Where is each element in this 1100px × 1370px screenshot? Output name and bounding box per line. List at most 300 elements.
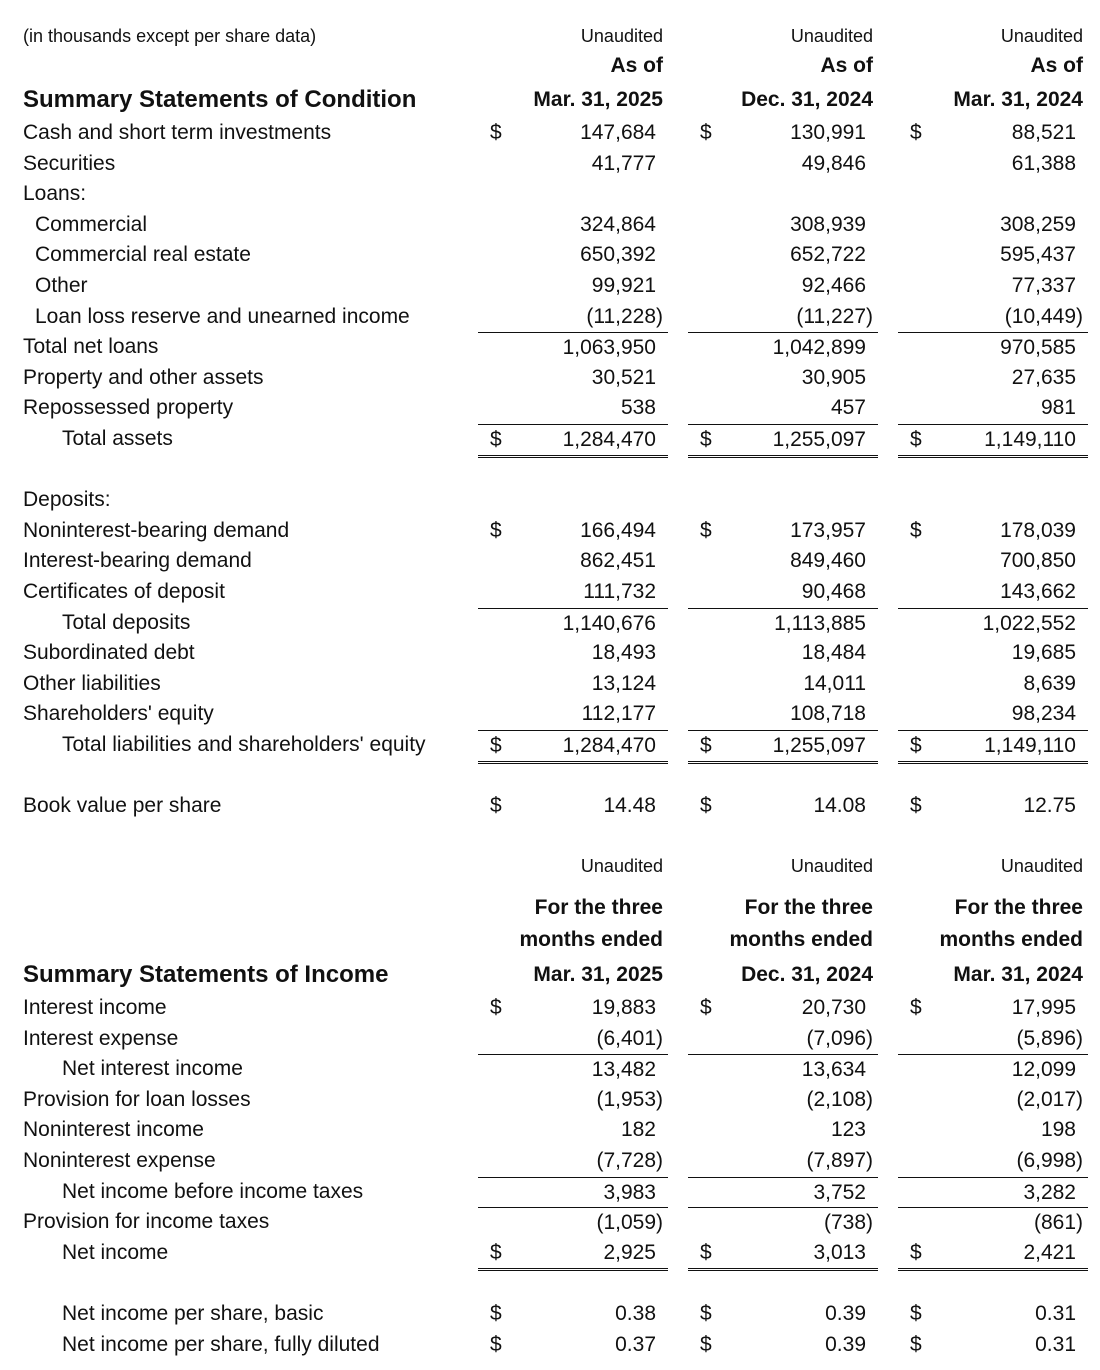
value-cell bbox=[478, 302, 668, 332]
cell-value: 1,063,950 bbox=[562, 336, 656, 360]
column-header-cell bbox=[478, 893, 668, 923]
row-label: Book value per share bbox=[23, 794, 222, 818]
cell-value: 0.39 bbox=[825, 1302, 866, 1325]
row-label: Interest income bbox=[23, 996, 167, 1019]
value-cell bbox=[478, 1177, 668, 1208]
condition-row bbox=[0, 546, 1100, 576]
column-header-text: Unaudited bbox=[1000, 26, 1083, 46]
cell-value: 652,722 bbox=[790, 243, 866, 267]
currency-symbol: $ bbox=[910, 1302, 922, 1325]
row-label: Deposits: bbox=[23, 488, 111, 512]
row-label: Net income per share, fully diluted bbox=[62, 1332, 380, 1356]
column-header-cell bbox=[688, 851, 878, 881]
row-label: Commercial bbox=[35, 212, 148, 236]
column-header-cell bbox=[478, 21, 668, 51]
column-header-cell bbox=[898, 851, 1088, 881]
units-note: (in thousands except per share data) bbox=[23, 26, 317, 46]
income-row bbox=[0, 1268, 1100, 1298]
column-header-text: For the three bbox=[534, 896, 663, 919]
row-label: Noninterest expense bbox=[23, 1149, 216, 1172]
value-cell bbox=[478, 1146, 668, 1176]
row-label: Net interest income bbox=[62, 1057, 243, 1081]
value-cell bbox=[898, 577, 1088, 607]
column-header-cell bbox=[898, 925, 1088, 955]
column-header-cell bbox=[688, 85, 878, 115]
cell-value: 90,468 bbox=[801, 580, 866, 603]
column-header-text: Unaudited bbox=[790, 26, 873, 46]
cell-value: 0.38 bbox=[615, 1302, 656, 1325]
column-header-cell bbox=[688, 925, 878, 955]
value-cell bbox=[898, 302, 1088, 332]
value-cell bbox=[688, 608, 878, 639]
column-header-text: Mar. 31, 2024 bbox=[953, 88, 1083, 111]
cell-value: (738) bbox=[823, 1211, 873, 1235]
value-cell bbox=[478, 210, 668, 240]
row-label: Property and other assets bbox=[23, 365, 264, 389]
currency-symbol: $ bbox=[490, 121, 502, 144]
column-header-text: months ended bbox=[519, 928, 663, 951]
value-cell bbox=[478, 546, 668, 576]
cell-value: 2,421 bbox=[1023, 1240, 1076, 1264]
column-header-cell bbox=[688, 51, 878, 81]
cell-value: 0.39 bbox=[825, 1332, 866, 1356]
cell-value: 99,921 bbox=[591, 274, 656, 297]
cell-value: (1,953) bbox=[596, 1087, 663, 1111]
column-header-text: Mar. 31, 2025 bbox=[533, 88, 663, 111]
value-cell bbox=[478, 332, 668, 363]
condition-row bbox=[0, 363, 1100, 393]
cell-value: 8,639 bbox=[1023, 671, 1076, 695]
cell-value: 143,662 bbox=[1000, 580, 1076, 603]
column-header-text: Mar. 31, 2025 bbox=[533, 963, 663, 986]
cell-value: 0.31 bbox=[1035, 1302, 1076, 1325]
currency-symbol: $ bbox=[490, 518, 502, 542]
cell-value: 198 bbox=[1040, 1118, 1076, 1142]
value-cell bbox=[898, 1085, 1088, 1115]
value-cell bbox=[478, 271, 668, 301]
value-cell bbox=[478, 118, 668, 148]
condition-row bbox=[0, 455, 1100, 485]
value-cell bbox=[478, 424, 668, 458]
cell-value: 130,991 bbox=[790, 121, 866, 144]
value-cell bbox=[478, 1115, 668, 1145]
condition-row bbox=[0, 118, 1100, 148]
condition-row bbox=[0, 332, 1100, 362]
income-row bbox=[0, 1299, 1100, 1329]
cell-value: 3,752 bbox=[813, 1180, 866, 1204]
currency-symbol: $ bbox=[490, 996, 502, 1019]
value-cell bbox=[478, 240, 668, 270]
value-cell bbox=[478, 516, 668, 546]
value-cell bbox=[688, 1085, 878, 1115]
value-cell bbox=[478, 1238, 668, 1271]
row-label: Loans: bbox=[23, 182, 87, 206]
row-label: Interest expense bbox=[23, 1026, 179, 1050]
value-cell bbox=[478, 638, 668, 668]
column-header-cell bbox=[478, 851, 668, 881]
condition-row bbox=[0, 271, 1100, 301]
condition-row bbox=[0, 577, 1100, 607]
value-cell bbox=[478, 1054, 668, 1085]
value-cell bbox=[898, 1115, 1088, 1145]
currency-symbol: $ bbox=[700, 1240, 712, 1264]
value-cell bbox=[898, 149, 1088, 179]
value-cell bbox=[898, 271, 1088, 301]
row-label: Securities bbox=[23, 151, 116, 175]
value-cell bbox=[898, 240, 1088, 270]
value-cell bbox=[478, 791, 668, 821]
cell-value: 30,521 bbox=[591, 365, 656, 389]
value-cell bbox=[688, 516, 878, 546]
cell-value: 77,337 bbox=[1011, 274, 1076, 297]
row-label: Commercial real estate bbox=[35, 243, 251, 267]
value-cell bbox=[898, 1207, 1088, 1238]
column-header-text: Unaudited bbox=[580, 26, 663, 46]
column-header-text: months ended bbox=[729, 928, 873, 951]
value-cell bbox=[898, 669, 1088, 699]
currency-symbol: $ bbox=[700, 1302, 712, 1325]
cell-value: 1,149,110 bbox=[984, 734, 1076, 757]
value-cell bbox=[688, 302, 878, 332]
cell-value: 13,482 bbox=[591, 1058, 656, 1082]
column-header-cell bbox=[898, 51, 1088, 81]
cell-value: 30,905 bbox=[801, 365, 866, 389]
row-label: Other bbox=[35, 274, 88, 297]
value-cell bbox=[898, 546, 1088, 576]
value-cell bbox=[478, 993, 668, 1023]
currency-symbol: $ bbox=[490, 794, 502, 818]
cell-value: (7,728) bbox=[596, 1149, 663, 1172]
currency-symbol: $ bbox=[490, 1240, 502, 1264]
currency-symbol: $ bbox=[910, 734, 922, 757]
cell-value: 14.08 bbox=[813, 794, 866, 818]
value-cell bbox=[688, 1330, 878, 1360]
cell-value: 166,494 bbox=[580, 518, 656, 542]
condition-row bbox=[0, 179, 1100, 209]
column-header-text: As of bbox=[1030, 54, 1083, 77]
row-label: Provision for loan losses bbox=[23, 1087, 251, 1111]
condition-row bbox=[0, 516, 1100, 546]
row-label: Loan loss reserve and unearned income bbox=[35, 304, 410, 328]
column-header-text: For the three bbox=[954, 896, 1083, 919]
row-label: Subordinated debt bbox=[23, 641, 195, 665]
row-label: Interest-bearing demand bbox=[23, 549, 252, 573]
currency-symbol: $ bbox=[700, 734, 712, 757]
value-cell bbox=[688, 149, 878, 179]
income-row bbox=[0, 1085, 1100, 1115]
value-cell bbox=[478, 608, 668, 639]
value-cell bbox=[898, 210, 1088, 240]
value-cell bbox=[688, 993, 878, 1023]
column-header-cell bbox=[898, 893, 1088, 923]
value-cell bbox=[688, 577, 878, 607]
currency-symbol: $ bbox=[490, 734, 502, 757]
condition-row bbox=[0, 638, 1100, 668]
row-label: Total deposits bbox=[62, 610, 191, 634]
currency-symbol: $ bbox=[490, 1302, 502, 1325]
cell-value: 1,113,885 bbox=[774, 611, 866, 635]
cell-value: 112,177 bbox=[581, 702, 656, 726]
cell-value: 18,493 bbox=[591, 641, 656, 665]
condition-row bbox=[0, 424, 1100, 454]
value-cell bbox=[478, 1207, 668, 1238]
cell-value: (2,108) bbox=[806, 1087, 873, 1111]
column-header-cell bbox=[478, 85, 668, 115]
value-cell bbox=[898, 730, 1088, 764]
header-basis-row bbox=[0, 925, 1100, 955]
header-status-row bbox=[0, 21, 1100, 51]
currency-symbol: $ bbox=[700, 1332, 712, 1356]
value-cell bbox=[898, 1054, 1088, 1085]
condition-row bbox=[0, 730, 1100, 760]
income-row bbox=[0, 1146, 1100, 1176]
row-label: Certificates of deposit bbox=[23, 580, 225, 603]
section-title: Summary Statements of Income bbox=[23, 961, 389, 988]
cell-value: 178,039 bbox=[1000, 518, 1076, 542]
income-row bbox=[0, 1115, 1100, 1145]
condition-row bbox=[0, 393, 1100, 423]
value-cell bbox=[898, 699, 1088, 729]
cell-value: (11,228) bbox=[586, 304, 663, 328]
row-label: Noninterest-bearing demand bbox=[23, 518, 290, 542]
income-row bbox=[0, 1024, 1100, 1054]
value-cell bbox=[898, 791, 1088, 821]
column-header-text: As of bbox=[610, 54, 663, 77]
value-cell bbox=[688, 332, 878, 363]
cell-value: 17,995 bbox=[1011, 996, 1076, 1019]
column-header-cell bbox=[688, 960, 878, 990]
cell-value: 0.37 bbox=[615, 1332, 656, 1356]
income-row bbox=[0, 1054, 1100, 1084]
value-cell bbox=[688, 424, 878, 458]
cell-value: 1,284,470 bbox=[562, 428, 656, 451]
value-cell bbox=[478, 669, 668, 699]
currency-symbol: $ bbox=[700, 428, 712, 451]
currency-symbol: $ bbox=[910, 121, 922, 144]
value-cell bbox=[898, 608, 1088, 639]
column-header-cell bbox=[898, 960, 1088, 990]
row-label: Shareholders' equity bbox=[23, 702, 214, 726]
cell-value: 862,451 bbox=[580, 549, 656, 573]
cell-value: 147,684 bbox=[580, 121, 656, 144]
cell-value: 595,437 bbox=[1000, 243, 1076, 267]
column-header-cell bbox=[688, 21, 878, 51]
cell-value: 182 bbox=[620, 1118, 656, 1142]
income-row bbox=[0, 1177, 1100, 1207]
cell-value: 1,255,097 bbox=[772, 428, 866, 451]
column-header-text: Dec. 31, 2024 bbox=[741, 963, 873, 986]
column-header-text: As of bbox=[820, 54, 873, 77]
row-label: Net income before income taxes bbox=[62, 1179, 364, 1203]
cell-value: 14.48 bbox=[603, 794, 656, 818]
column-header-cell bbox=[478, 51, 668, 81]
value-cell bbox=[688, 1299, 878, 1329]
cell-value: 700,850 bbox=[1000, 549, 1076, 573]
currency-symbol: $ bbox=[910, 1332, 922, 1356]
row-label: Provision for income taxes bbox=[23, 1210, 270, 1234]
value-cell bbox=[478, 1299, 668, 1329]
column-header-text: Unaudited bbox=[1000, 856, 1083, 876]
condition-row bbox=[0, 240, 1100, 270]
condition-row bbox=[0, 485, 1100, 515]
cell-value: 1,255,097 bbox=[772, 734, 866, 757]
value-cell bbox=[478, 699, 668, 729]
condition-row bbox=[0, 608, 1100, 638]
value-cell bbox=[688, 1146, 878, 1176]
value-cell bbox=[688, 730, 878, 764]
cell-value: 3,983 bbox=[603, 1180, 656, 1204]
column-header-cell bbox=[688, 893, 878, 923]
value-cell bbox=[478, 1024, 668, 1054]
cell-value: 3,282 bbox=[1023, 1180, 1076, 1204]
cell-value: 324,864 bbox=[580, 212, 656, 236]
cell-value: 538 bbox=[620, 396, 656, 420]
currency-symbol: $ bbox=[700, 996, 712, 1019]
currency-symbol: $ bbox=[910, 518, 922, 542]
value-cell bbox=[688, 1177, 878, 1208]
cell-value: 12.75 bbox=[1023, 794, 1076, 818]
value-cell bbox=[478, 149, 668, 179]
condition-row bbox=[0, 149, 1100, 179]
cell-value: 849,460 bbox=[790, 549, 866, 573]
row-label: Other liabilities bbox=[23, 671, 161, 695]
condition-row bbox=[0, 699, 1100, 729]
cell-value: 20,730 bbox=[801, 996, 866, 1019]
value-cell bbox=[898, 1177, 1088, 1208]
value-cell bbox=[688, 1054, 878, 1085]
cell-value: (7,897) bbox=[806, 1149, 873, 1172]
section-title: Summary Statements of Condition bbox=[23, 86, 417, 113]
value-cell bbox=[898, 1330, 1088, 1360]
value-cell bbox=[478, 363, 668, 393]
header-date-row bbox=[0, 85, 1100, 115]
condition-row bbox=[0, 669, 1100, 699]
income-row bbox=[0, 1330, 1100, 1360]
currency-symbol: $ bbox=[490, 428, 502, 451]
condition-row bbox=[0, 761, 1100, 791]
value-cell bbox=[478, 577, 668, 607]
value-cell bbox=[898, 1146, 1088, 1176]
currency-symbol: $ bbox=[700, 794, 712, 818]
cell-value: 457 bbox=[830, 396, 866, 420]
currency-symbol: $ bbox=[700, 518, 712, 542]
currency-symbol: $ bbox=[910, 428, 922, 451]
cell-value: 108,718 bbox=[790, 702, 866, 726]
row-label: Cash and short term investments bbox=[23, 121, 332, 144]
cell-value: (11,227) bbox=[796, 304, 873, 328]
cell-value: (6,998) bbox=[1016, 1149, 1083, 1172]
value-cell bbox=[688, 1238, 878, 1271]
row-label: Net income per share, basic bbox=[62, 1302, 324, 1325]
cell-value: (861) bbox=[1033, 1211, 1083, 1235]
value-cell bbox=[688, 1115, 878, 1145]
header-status-row bbox=[0, 851, 1100, 881]
cell-value: 1,140,676 bbox=[562, 611, 656, 635]
row-label: Net income bbox=[62, 1240, 169, 1264]
cell-value: 13,124 bbox=[591, 671, 656, 695]
cell-value: 19,883 bbox=[591, 996, 656, 1019]
value-cell bbox=[688, 546, 878, 576]
cell-value: 61,388 bbox=[1011, 151, 1076, 175]
cell-value: 13,634 bbox=[801, 1058, 866, 1082]
cell-value: 92,466 bbox=[801, 274, 866, 297]
column-header-text: Dec. 31, 2024 bbox=[741, 88, 873, 111]
value-cell bbox=[478, 393, 668, 423]
cell-value: 308,939 bbox=[790, 212, 866, 236]
value-cell bbox=[478, 1085, 668, 1115]
currency-symbol: $ bbox=[700, 121, 712, 144]
cell-value: 1,284,470 bbox=[562, 734, 656, 757]
condition-row bbox=[0, 791, 1100, 821]
cell-value: 173,957 bbox=[790, 518, 866, 542]
row-label: Total assets bbox=[62, 427, 173, 450]
condition-row bbox=[0, 210, 1100, 240]
value-cell bbox=[688, 210, 878, 240]
cell-value: (1,059) bbox=[596, 1211, 663, 1235]
column-header-text: Mar. 31, 2024 bbox=[953, 963, 1083, 986]
value-cell bbox=[898, 516, 1088, 546]
income-row bbox=[0, 1238, 1100, 1268]
cell-value: 1,022,552 bbox=[982, 611, 1076, 635]
value-cell bbox=[688, 271, 878, 301]
cell-value: 1,149,110 bbox=[984, 428, 1076, 451]
value-cell bbox=[688, 393, 878, 423]
cell-value: 970,585 bbox=[1000, 336, 1076, 360]
cell-value: 981 bbox=[1040, 396, 1076, 420]
cell-value: 2,925 bbox=[603, 1240, 656, 1264]
value-cell bbox=[898, 393, 1088, 423]
row-label: Total net loans bbox=[23, 335, 159, 359]
value-cell bbox=[688, 118, 878, 148]
value-cell bbox=[478, 730, 668, 764]
cell-value: 123 bbox=[830, 1118, 866, 1142]
cell-value: 19,685 bbox=[1011, 641, 1076, 665]
header-date-row bbox=[0, 960, 1100, 990]
currency-symbol: $ bbox=[910, 1240, 922, 1264]
value-cell bbox=[688, 699, 878, 729]
value-cell bbox=[898, 993, 1088, 1023]
value-cell bbox=[898, 638, 1088, 668]
value-cell bbox=[688, 240, 878, 270]
cell-value: (7,096) bbox=[806, 1026, 873, 1050]
value-cell bbox=[688, 791, 878, 821]
cell-value: 27,635 bbox=[1011, 365, 1076, 389]
value-cell bbox=[898, 332, 1088, 363]
column-header-text: For the three bbox=[744, 896, 873, 919]
row-label: Total liabilities and shareholders' equity bbox=[62, 733, 426, 756]
cell-value: (6,401) bbox=[596, 1026, 663, 1050]
cell-value: 12,099 bbox=[1011, 1058, 1076, 1082]
value-cell bbox=[688, 1207, 878, 1238]
value-cell bbox=[688, 669, 878, 699]
value-cell bbox=[898, 118, 1088, 148]
column-header-cell bbox=[898, 85, 1088, 115]
row-label: Noninterest income bbox=[23, 1118, 204, 1142]
cell-value: 88,521 bbox=[1011, 121, 1076, 144]
currency-symbol: $ bbox=[910, 794, 922, 818]
currency-symbol: $ bbox=[490, 1332, 502, 1356]
condition-row bbox=[0, 302, 1100, 332]
cell-value: 41,777 bbox=[591, 151, 656, 175]
column-header-text: months ended bbox=[939, 928, 1083, 951]
value-cell bbox=[898, 1299, 1088, 1329]
cell-value: (2,017) bbox=[1016, 1087, 1083, 1111]
income-row bbox=[0, 1207, 1100, 1237]
income-row bbox=[0, 993, 1100, 1023]
cell-value: 14,011 bbox=[803, 671, 866, 695]
currency-symbol: $ bbox=[910, 996, 922, 1019]
header-basis-row bbox=[0, 51, 1100, 81]
